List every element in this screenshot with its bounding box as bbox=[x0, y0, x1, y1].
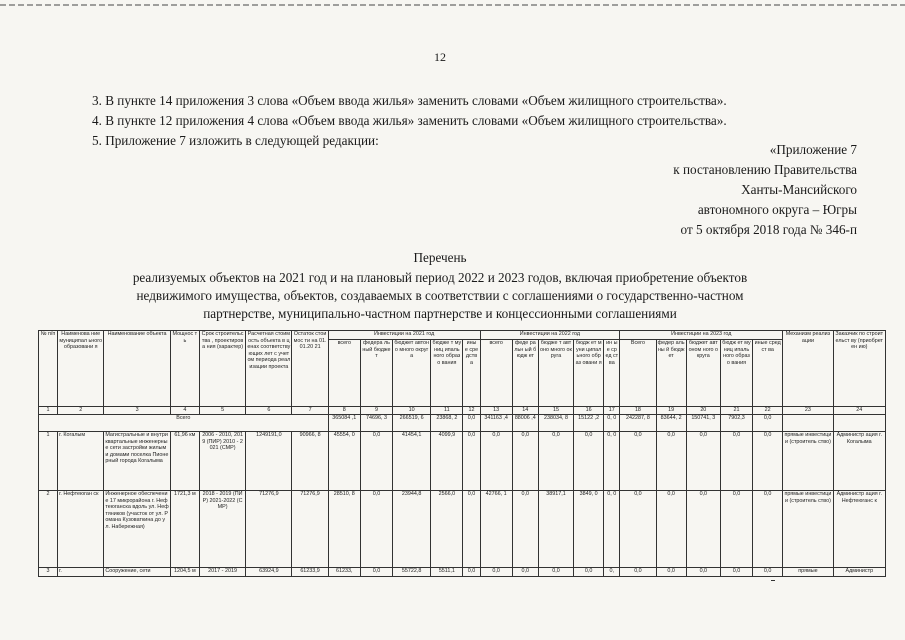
col-number: 20 bbox=[686, 407, 720, 415]
doc-title: Перечень bbox=[413, 250, 467, 265]
col-number: 10 bbox=[393, 407, 431, 415]
row-object: Инженерное обеспечение 17 микрорайона г. Нефтеюганска вдоль ул. Нефтяников (участок от ул. Романа Кузоваткина до ул. Набережная) bbox=[104, 491, 170, 568]
row-value: 0,0 bbox=[686, 432, 720, 491]
col-number: 16 bbox=[574, 407, 604, 415]
table-header-group-row bbox=[39, 331, 886, 340]
paragraph-5: 5. Приложение 7 изложить в следующей редакции: bbox=[92, 133, 379, 148]
row-value: 0,0 bbox=[620, 491, 656, 568]
row-value: 23944,8 bbox=[393, 491, 431, 568]
row-no: 3 bbox=[39, 568, 58, 577]
row-term: 2017 - 2019 bbox=[199, 568, 245, 577]
column-numbering-row bbox=[39, 407, 886, 415]
row-value: 0,0 bbox=[512, 432, 538, 491]
row-balance: 71276,9 bbox=[292, 491, 328, 568]
row-value: 0,0 bbox=[480, 568, 512, 577]
row-value: 0,0 bbox=[538, 432, 573, 491]
row-balance: 90966, 8 bbox=[292, 432, 328, 491]
row-no: 2 bbox=[39, 491, 58, 568]
header-2021-federal: федера льный бюдже т bbox=[360, 340, 392, 407]
table-row bbox=[39, 568, 886, 577]
col-number: 15 bbox=[538, 407, 573, 415]
row-value: 0, bbox=[604, 568, 620, 577]
row-value: 42766, 1 bbox=[480, 491, 512, 568]
row-value: 0, 0 bbox=[604, 432, 620, 491]
total-value: 150741, 3 bbox=[686, 415, 720, 432]
header-2022-other: ин ые ср ед ст ва bbox=[604, 340, 620, 407]
header-2021-municipal: бюдже т муниц ипаль ного образо вания bbox=[431, 340, 463, 407]
objects-table bbox=[38, 330, 886, 577]
header-2021-other: ины е сре дств а bbox=[463, 340, 480, 407]
header-2022-municipal: бюдж ет муни ципал ьного образ овани я bbox=[574, 340, 604, 407]
row-no: 1 bbox=[39, 432, 58, 491]
header-customer: Заказчик по строительст ву (приобретен ию) bbox=[833, 331, 885, 407]
row-value: 0,0 bbox=[753, 432, 783, 491]
doc-subtitle-line-1: реализуемых объектов на 2021 год и на плановый период 2022 и 2023 годов, включая приобретение объектов bbox=[132, 270, 748, 285]
row-customer: Администр bbox=[833, 568, 885, 577]
col-number: 11 bbox=[431, 407, 463, 415]
row-value: 55722,8 bbox=[393, 568, 431, 577]
table-row bbox=[39, 491, 886, 568]
table-row bbox=[39, 432, 886, 491]
doc-subtitle-line-3: партнерстве, муниципально-частном партнерстве и концессионными соглашениями bbox=[203, 306, 677, 321]
row-cost: 63924,9 bbox=[246, 568, 292, 577]
header-capacity: Мощнос ть bbox=[170, 331, 199, 407]
row-cost: 1249191,0 bbox=[246, 432, 292, 491]
row-object: Магистральные и внутриквартальные инженерные сети застройки жилыми домами поселка Пионерный города Когалыма bbox=[104, 432, 170, 491]
row-capacity: 1204,5 м bbox=[170, 568, 199, 577]
scan-mark bbox=[771, 580, 775, 581]
row-object: Сооружение, сети bbox=[104, 568, 170, 577]
row-value: 41454,1 bbox=[393, 432, 431, 491]
row-value: 0,0 bbox=[463, 432, 480, 491]
col-number: 17 bbox=[604, 407, 620, 415]
header-inv-2021: Инвестиции на 2021 год bbox=[328, 331, 480, 340]
row-capacity: 61,96 км bbox=[170, 432, 199, 491]
col-number: 9 bbox=[360, 407, 392, 415]
total-value: 242287, 8 bbox=[620, 415, 656, 432]
appendix-line-1: «Приложение 7 bbox=[769, 142, 857, 157]
row-value: 0,0 bbox=[753, 568, 783, 577]
col-number: 5 bbox=[199, 407, 245, 415]
header-2022-total: всего bbox=[480, 340, 512, 407]
paragraph-4: 4. В пункте 12 приложения 4 слова «Объем ввода жилья» заменить словами «Объем жилищного строительства». bbox=[92, 113, 727, 128]
header-2021-district: бюджет автоно много округа bbox=[393, 340, 431, 407]
col-number: 8 bbox=[328, 407, 360, 415]
header-term: Срок строительства , проектирова ния (характер) bbox=[199, 331, 245, 407]
row-value: 61233, bbox=[328, 568, 360, 577]
total-value: 238034, 8 bbox=[538, 415, 573, 432]
total-label: Всего bbox=[39, 415, 329, 432]
total-value: 7902,3 bbox=[720, 415, 752, 432]
row-value: 0,0 bbox=[656, 491, 686, 568]
row-value: 0,0 bbox=[360, 432, 392, 491]
col-number: 2 bbox=[58, 407, 104, 415]
row-balance: 61233,9 bbox=[292, 568, 328, 577]
total-empty bbox=[833, 415, 885, 432]
col-number: 21 bbox=[720, 407, 752, 415]
col-number: 23 bbox=[783, 407, 833, 415]
total-value: 365084 ,1 bbox=[328, 415, 360, 432]
row-value: 0,0 bbox=[360, 491, 392, 568]
total-value: 341163 ,4 bbox=[480, 415, 512, 432]
page-number: 12 bbox=[434, 50, 446, 64]
row-customer: Администр ация г. Нефтеюганс к bbox=[833, 491, 885, 568]
row-customer: Администр ация г. Когалыма bbox=[833, 432, 885, 491]
row-value: 0,0 bbox=[463, 491, 480, 568]
row-municipality: г. bbox=[58, 568, 104, 577]
row-capacity: 1721,3 м bbox=[170, 491, 199, 568]
row-value: 0,0 bbox=[620, 568, 656, 577]
col-number: 12 bbox=[463, 407, 480, 415]
row-term: 2018 - 2019 (ПИР) 2021-2022 (СМР) bbox=[199, 491, 245, 568]
col-number: 18 bbox=[620, 407, 656, 415]
header-object: Наименование объекта bbox=[104, 331, 170, 407]
row-municipality: г. Нефтеюган ск bbox=[58, 491, 104, 568]
total-value: 0,0 bbox=[463, 415, 480, 432]
row-value: 4099,9 bbox=[431, 432, 463, 491]
row-value: 45554, 0 bbox=[328, 432, 360, 491]
col-number: 7 bbox=[292, 407, 328, 415]
header-2023-district: бюджет автоном ного округа bbox=[686, 340, 720, 407]
row-value: 38917,1 bbox=[538, 491, 573, 568]
appendix-line-4: автономного округа – Югры bbox=[697, 202, 857, 217]
col-number: 4 bbox=[170, 407, 199, 415]
row-value: 0,0 bbox=[686, 491, 720, 568]
header-2022-federal: феде ральн ый бюдж ет bbox=[512, 340, 538, 407]
row-value: 0,0 bbox=[686, 568, 720, 577]
row-value: 0,0 bbox=[720, 568, 752, 577]
col-number: 3 bbox=[104, 407, 170, 415]
header-2023-other: иные средст ва bbox=[753, 340, 783, 407]
header-2021-total: всего bbox=[328, 340, 360, 407]
row-value: 0,0 bbox=[720, 491, 752, 568]
header-no: № п/п bbox=[39, 331, 58, 407]
row-mechanism: прямые инвестици и (строитель ство) bbox=[783, 432, 833, 491]
appendix-line-5: от 5 октября 2018 года № 346-п bbox=[680, 222, 857, 237]
col-number: 19 bbox=[656, 407, 686, 415]
total-value: 266519, 6 bbox=[393, 415, 431, 432]
row-cost: 71276,9 bbox=[246, 491, 292, 568]
col-number: 1 bbox=[39, 407, 58, 415]
row-value: 0,0 bbox=[512, 568, 538, 577]
col-number: 14 bbox=[512, 407, 538, 415]
header-2023-municipal: бюдж ет муниц ипаль ного образо вания bbox=[720, 340, 752, 407]
header-municipality: Наименова ние муниципал ьного образовани я bbox=[58, 331, 104, 407]
doc-subtitle-line-2: недвижимого имущества, объектов, создаваемых в соответствии с соглашениями о государственно-частном bbox=[136, 288, 744, 303]
col-number: 22 bbox=[753, 407, 783, 415]
row-value: 0,0 bbox=[720, 432, 752, 491]
total-value: 23868, 2 bbox=[431, 415, 463, 432]
row-term: 2006 - 2010, 2019 (ПИР) 2010 - 2021 (СМР) bbox=[199, 432, 245, 491]
total-value: 15122 ,2 bbox=[574, 415, 604, 432]
row-value: 0,0 bbox=[574, 432, 604, 491]
row-value: 0,0 bbox=[512, 491, 538, 568]
header-2022-district: бюдже т автоно много округа bbox=[538, 340, 573, 407]
row-value: 0,0 bbox=[538, 568, 573, 577]
row-value: 3849, 0 bbox=[574, 491, 604, 568]
col-number: 6 bbox=[246, 407, 292, 415]
appendix-line-2: к постановлению Правительства bbox=[673, 162, 857, 177]
row-value: 0,0 bbox=[360, 568, 392, 577]
row-value: 0,0 bbox=[620, 432, 656, 491]
row-value: 0,0 bbox=[480, 432, 512, 491]
row-mechanism: прямые bbox=[783, 568, 833, 577]
row-value: 0,0 bbox=[463, 568, 480, 577]
header-2023-federal: федер альны й бюдж ет bbox=[656, 340, 686, 407]
scan-top-edge bbox=[0, 4, 905, 6]
col-number: 24 bbox=[833, 407, 885, 415]
row-value: 5511,1 bbox=[431, 568, 463, 577]
header-balance: Остаток стоимос ти на 01.01.20 21 bbox=[292, 331, 328, 407]
appendix-line-3: Ханты-Мансийского bbox=[741, 182, 857, 197]
col-number: 13 bbox=[480, 407, 512, 415]
total-value: 0,0 bbox=[753, 415, 783, 432]
total-value: 88006 ,4 bbox=[512, 415, 538, 432]
total-value: 83644, 2 bbox=[656, 415, 686, 432]
total-value: 0, 0 bbox=[604, 415, 620, 432]
header-2023-total: Всего bbox=[620, 340, 656, 407]
row-value: 0,0 bbox=[753, 491, 783, 568]
header-mechanism: Механизм реализации bbox=[783, 331, 833, 407]
header-inv-2023: Инвестиции на 2023 год bbox=[620, 331, 783, 340]
row-value: 28510, 8 bbox=[328, 491, 360, 568]
row-value: 0,0 bbox=[656, 432, 686, 491]
header-inv-2022: Инвестиции на 2022 год bbox=[480, 331, 620, 340]
header-cost: Расчетная стоимость объекта в ценах соответству ющих лет с учетом периода реализации проекта bbox=[246, 331, 292, 407]
row-municipality: г. Когалым bbox=[58, 432, 104, 491]
row-value: 0, 0 bbox=[604, 491, 620, 568]
total-empty bbox=[783, 415, 833, 432]
row-mechanism: прямые инвестици и (строитель ство) bbox=[783, 491, 833, 568]
total-row bbox=[39, 415, 886, 432]
total-value: 74696, 3 bbox=[360, 415, 392, 432]
row-value: 0,0 bbox=[656, 568, 686, 577]
row-value: 2566,0 bbox=[431, 491, 463, 568]
row-value: 0,0 bbox=[574, 568, 604, 577]
paragraph-3: 3. В пункте 14 приложения 3 слова «Объем ввода жилья» заменить словами «Объем жилищного строительства». bbox=[92, 93, 727, 108]
